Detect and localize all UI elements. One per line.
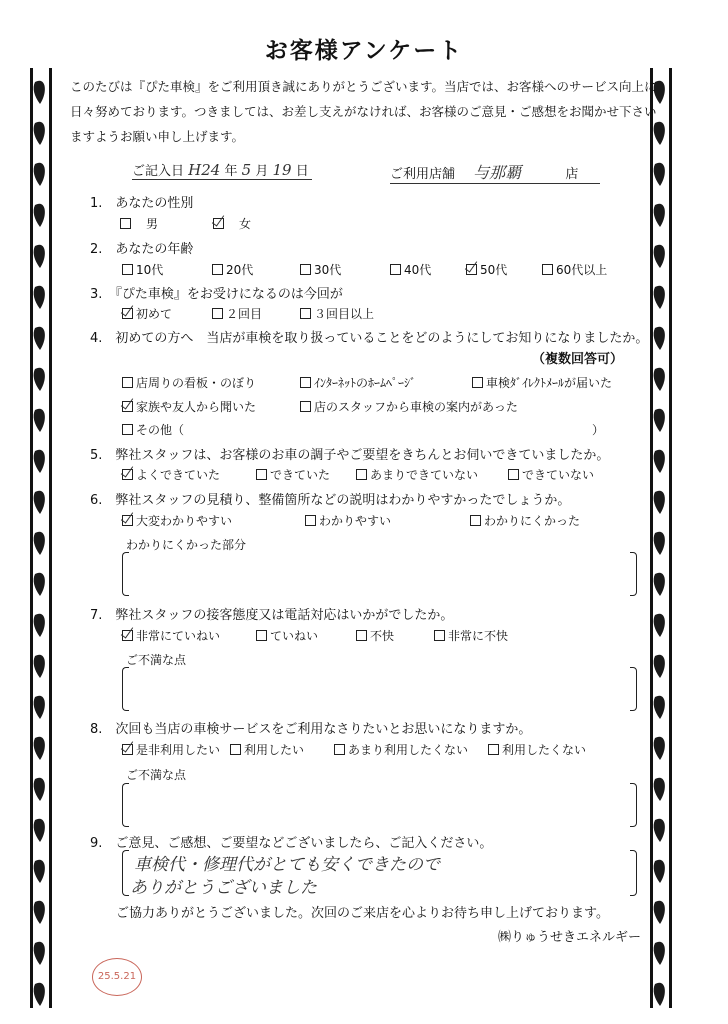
q2-option-20s[interactable]: 20代: [212, 261, 253, 278]
q9-question: 9. ご意見、ご感想、ご要望などございましたら、ご記入ください。: [90, 836, 493, 851]
q4-option-other[interactable]: その他（: [122, 421, 184, 438]
q5-option-not-so-good[interactable]: あまりできていない: [356, 466, 478, 483]
store-value[interactable]: 与那覇: [473, 163, 522, 182]
year-unit: 年: [224, 164, 238, 179]
q5-option-good[interactable]: できていた: [256, 466, 330, 483]
q4-option-staff-guide[interactable]: 店のスタッフから車検の案内があった: [300, 398, 518, 415]
q8-question: 8. 次回も当店の車検サービスをご利用なさりたいとお思いになりますか。: [90, 722, 532, 737]
store-suffix: 店: [565, 167, 579, 182]
day-unit: 日: [295, 164, 309, 179]
q2-option-10s[interactable]: 10代: [122, 261, 163, 278]
intro-paragraph: このたびは『ぴた車検』をご利用頂き誠にありがとうございます。当店では、お客様へのサービス向上に日々努めております。つきましては、お差し支えがなければ、お客様のご意見・ご感想をお聞かせ下さいますようお願い申し上げます。: [70, 79, 657, 144]
q5-question: 5. 弊社スタッフは、お客様のお車の調子やご要望をきちんとお伺いできていましたか。: [90, 448, 610, 463]
q1-option-female[interactable]: 女: [213, 215, 251, 232]
q4-option-family-friends[interactable]: 家族や友人から聞いた: [122, 398, 256, 415]
q6-option-very-clear[interactable]: 大変わかりやすい: [122, 512, 232, 529]
date-month[interactable]: 5: [241, 161, 252, 179]
q2-option-40s[interactable]: 40代: [390, 261, 431, 278]
q9-comment-box-left[interactable]: [122, 850, 129, 896]
q4-other-close: ）: [592, 423, 605, 437]
q7-question: 7. 弊社スタッフの接客態度又は電話対応はいかがでしたか。: [90, 608, 454, 623]
q8-option-yes[interactable]: 利用したい: [230, 741, 304, 758]
date-stamp: 25.5.21: [92, 958, 142, 996]
q7-comment-box-right[interactable]: [630, 667, 637, 711]
q4-option-direct-mail[interactable]: 車検ﾀﾞｲﾚｸﾄﾒｰﾙが届いた: [472, 374, 612, 391]
date-era[interactable]: H24: [188, 161, 221, 179]
date-row: [132, 160, 312, 180]
q7-comment-box-left[interactable]: [122, 667, 129, 711]
q3-option-first[interactable]: 初めて: [122, 305, 172, 322]
q3-option-third-plus[interactable]: ３回目以上: [300, 305, 374, 322]
q2-option-60s-plus[interactable]: 60代以上: [542, 261, 607, 278]
q6-comment-box-left[interactable]: [122, 552, 129, 596]
q5-option-very-good[interactable]: よくできていた: [122, 466, 220, 483]
q1-question: 1. あなたの性別: [90, 196, 194, 211]
q8-option-definitely[interactable]: 是非利用したい: [122, 741, 220, 758]
company-name: ㈱りゅうせきエネルギー: [498, 930, 642, 945]
q7-option-very-unpleasant[interactable]: 非常に不快: [434, 627, 508, 644]
closing-message: ご協力ありがとうございました。次回のご来店を心よりお待ち申し上げております。: [116, 906, 609, 921]
date-label: ご記入日: [132, 164, 185, 179]
q8-comment-box-left[interactable]: [122, 783, 129, 827]
q6-option-unclear[interactable]: わかりにくかった: [470, 512, 580, 529]
q7-option-unpleasant[interactable]: 不快: [356, 627, 394, 644]
q4-question: 4. 初めての方へ 当店が車検を取り扱っていることをどのようにしてお知りになりましたか。: [90, 331, 649, 346]
q3-question: 3. 『ぴた車検』をお受けになるのは今回が: [90, 287, 343, 302]
q5-option-not-good[interactable]: できていない: [508, 466, 594, 483]
q2-question: 2. あなたの年齢: [90, 242, 194, 257]
checkbox-checked[interactable]: [213, 218, 224, 229]
date-day[interactable]: 19: [272, 161, 292, 179]
left-decorative-border: [30, 68, 52, 1008]
q1-option-male[interactable]: 男: [120, 215, 158, 232]
month-unit: 月: [255, 164, 269, 179]
q4-note: （複数回答可）: [532, 352, 624, 367]
q6-sub-label: わかりにくかった部分: [126, 538, 247, 552]
q6-comment-box-right[interactable]: [630, 552, 637, 596]
q8-sub-label: ご不満な点: [126, 768, 187, 782]
q3-option-second[interactable]: ２回目: [212, 305, 262, 322]
q4-option-signboard[interactable]: 店周りの看板・のぼり: [122, 374, 256, 391]
q6-question: 6. 弊社スタッフの見積り、整備箇所などの説明はわかりやすかったでしょうか。: [90, 493, 571, 508]
checkbox[interactable]: [120, 218, 131, 229]
q6-option-clear[interactable]: わかりやすい: [305, 512, 391, 529]
q8-comment-box-right[interactable]: [630, 783, 637, 827]
q7-sub-label: ご不満な点: [126, 653, 187, 667]
q7-option-very-polite[interactable]: 非常にていねい: [122, 627, 220, 644]
q7-option-polite[interactable]: ていねい: [256, 627, 318, 644]
right-decorative-border: [650, 68, 672, 1008]
q9-answer-line2[interactable]: ありがとうございました: [130, 878, 317, 898]
survey-title: お客様アンケート: [264, 38, 464, 64]
store-label: ご利用店舗: [390, 167, 456, 182]
q9-answer-line1[interactable]: 車検代・修理代がとても安くできたので: [134, 855, 440, 875]
q2-option-50s[interactable]: 50代: [466, 261, 507, 278]
q4-option-homepage[interactable]: ｲﾝﾀｰﾈｯﾄのﾎｰﾑﾍﾟｰｼﾞ: [300, 374, 416, 391]
q8-option-not-really[interactable]: あまり利用したくない: [334, 741, 468, 758]
store-row: [390, 160, 600, 184]
q8-option-no[interactable]: 利用したくない: [488, 741, 586, 758]
q2-option-30s[interactable]: 30代: [300, 261, 341, 278]
q9-comment-box-right[interactable]: [630, 850, 637, 896]
